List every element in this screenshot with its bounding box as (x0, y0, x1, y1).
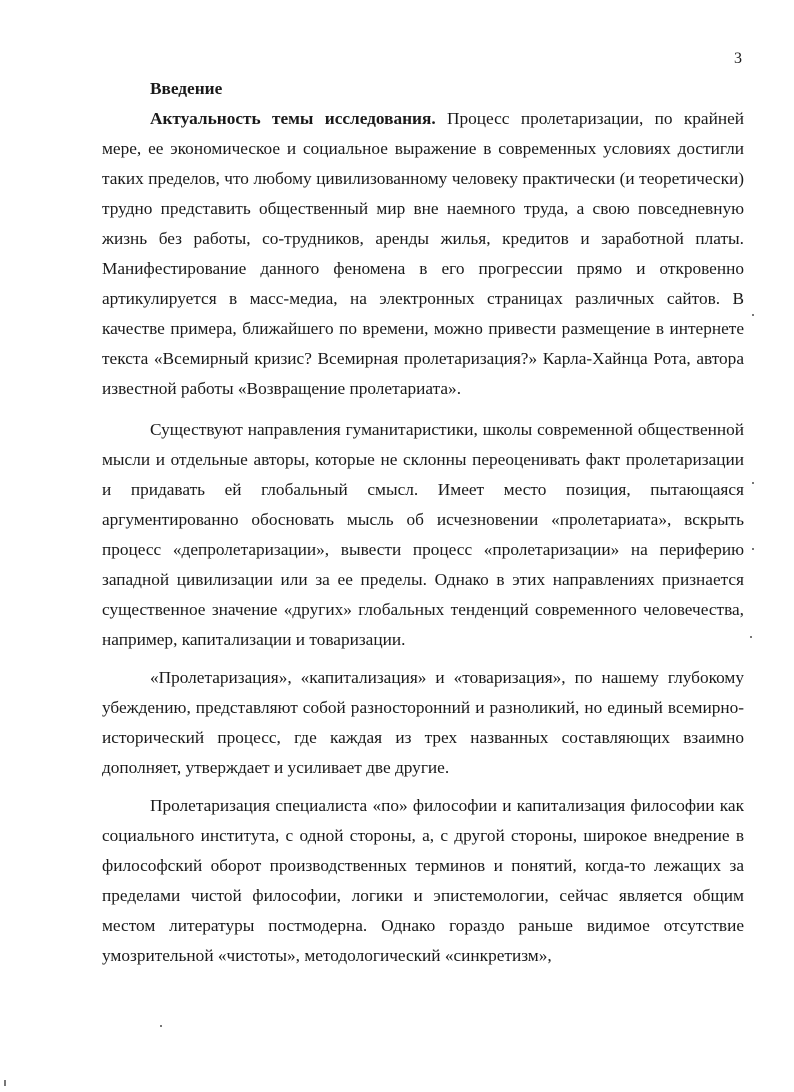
section-heading: Введение (150, 79, 223, 98)
scan-speck (752, 482, 754, 484)
paragraph-relevance (102, 104, 744, 404)
scan-speck (752, 314, 754, 316)
page-number: 3 (734, 50, 742, 67)
scan-speck (160, 1025, 162, 1027)
scan-speck (750, 636, 752, 638)
relevance-lead: Актуальность темы исследования. (150, 109, 436, 128)
paragraph-proletarization: «Пролетаризация», «капитализация» и «товаризация», по нашему глубокому убеждению, представляют собой разносторонний и разноликий, но единый всемирно-исторический процесс, где каждая из трех названных составляющих взаимно дополняет, утверждает и усиливает две другие. (102, 668, 744, 777)
paragraph-directions: Существуют направления гуманитаристики, школы современной общественной мысли и отдельные авторы, которые не склонны переоценивать факт пролетаризации и придавать ей глобальный смысл. Имеет место позиция, пытающаяся аргументированно обосновать мысль об исчезновении «пролетариата», вскрыть процесс «депролетаризации», вывести процесс «пролетаризации» на периферию западной цивилизации или за ее пределы. Однако в этих направлениях признается существенное значение «других» глобальных тенденций современного человечества, например, капитализации и товаризации. (102, 420, 744, 649)
paragraph-philosophy: Пролетаризация специалиста «по» философии и капитализация философии как социального института, с одной стороны, а, с другой стороны, широкое внедрение в философский оборот производственных терминов и понятий, когда-то лежащих за пределами чистой философии, логики и эпистемологии, сейчас является общим местом литературы постмодерна. Однако гораздо раньше видимое отсутствие умозрительной «чистоты», методологический «синкретизм», (102, 796, 744, 965)
scan-speck (752, 548, 754, 550)
relevance-text: Процесс пролетаризации, по крайней мере, ее экономическое и социальное выражение в современных условиях достигли таких пределов, что любому цивилизованному человеку практически (и теоретически) трудно представить общественный мир вне наемного труда, а свою повседневную жизнь без работы, со-трудников, аренды жилья, кредитов и заработной платы. Манифестирование данного феномена в его прогрессии прямо и откровенно артикулируется в масс-медиа, на электронных страницах различных сайтов. В качестве примера, ближайшего по времени, можно привести размещение в интернете текста «Всемирный кризис? Всемирная пролетаризация?» Карла-Хайнца Рота, автора известной работы «Возвращение пролетариата». (102, 109, 744, 398)
document-body (102, 74, 744, 979)
scan-speck (4, 1080, 6, 1086)
